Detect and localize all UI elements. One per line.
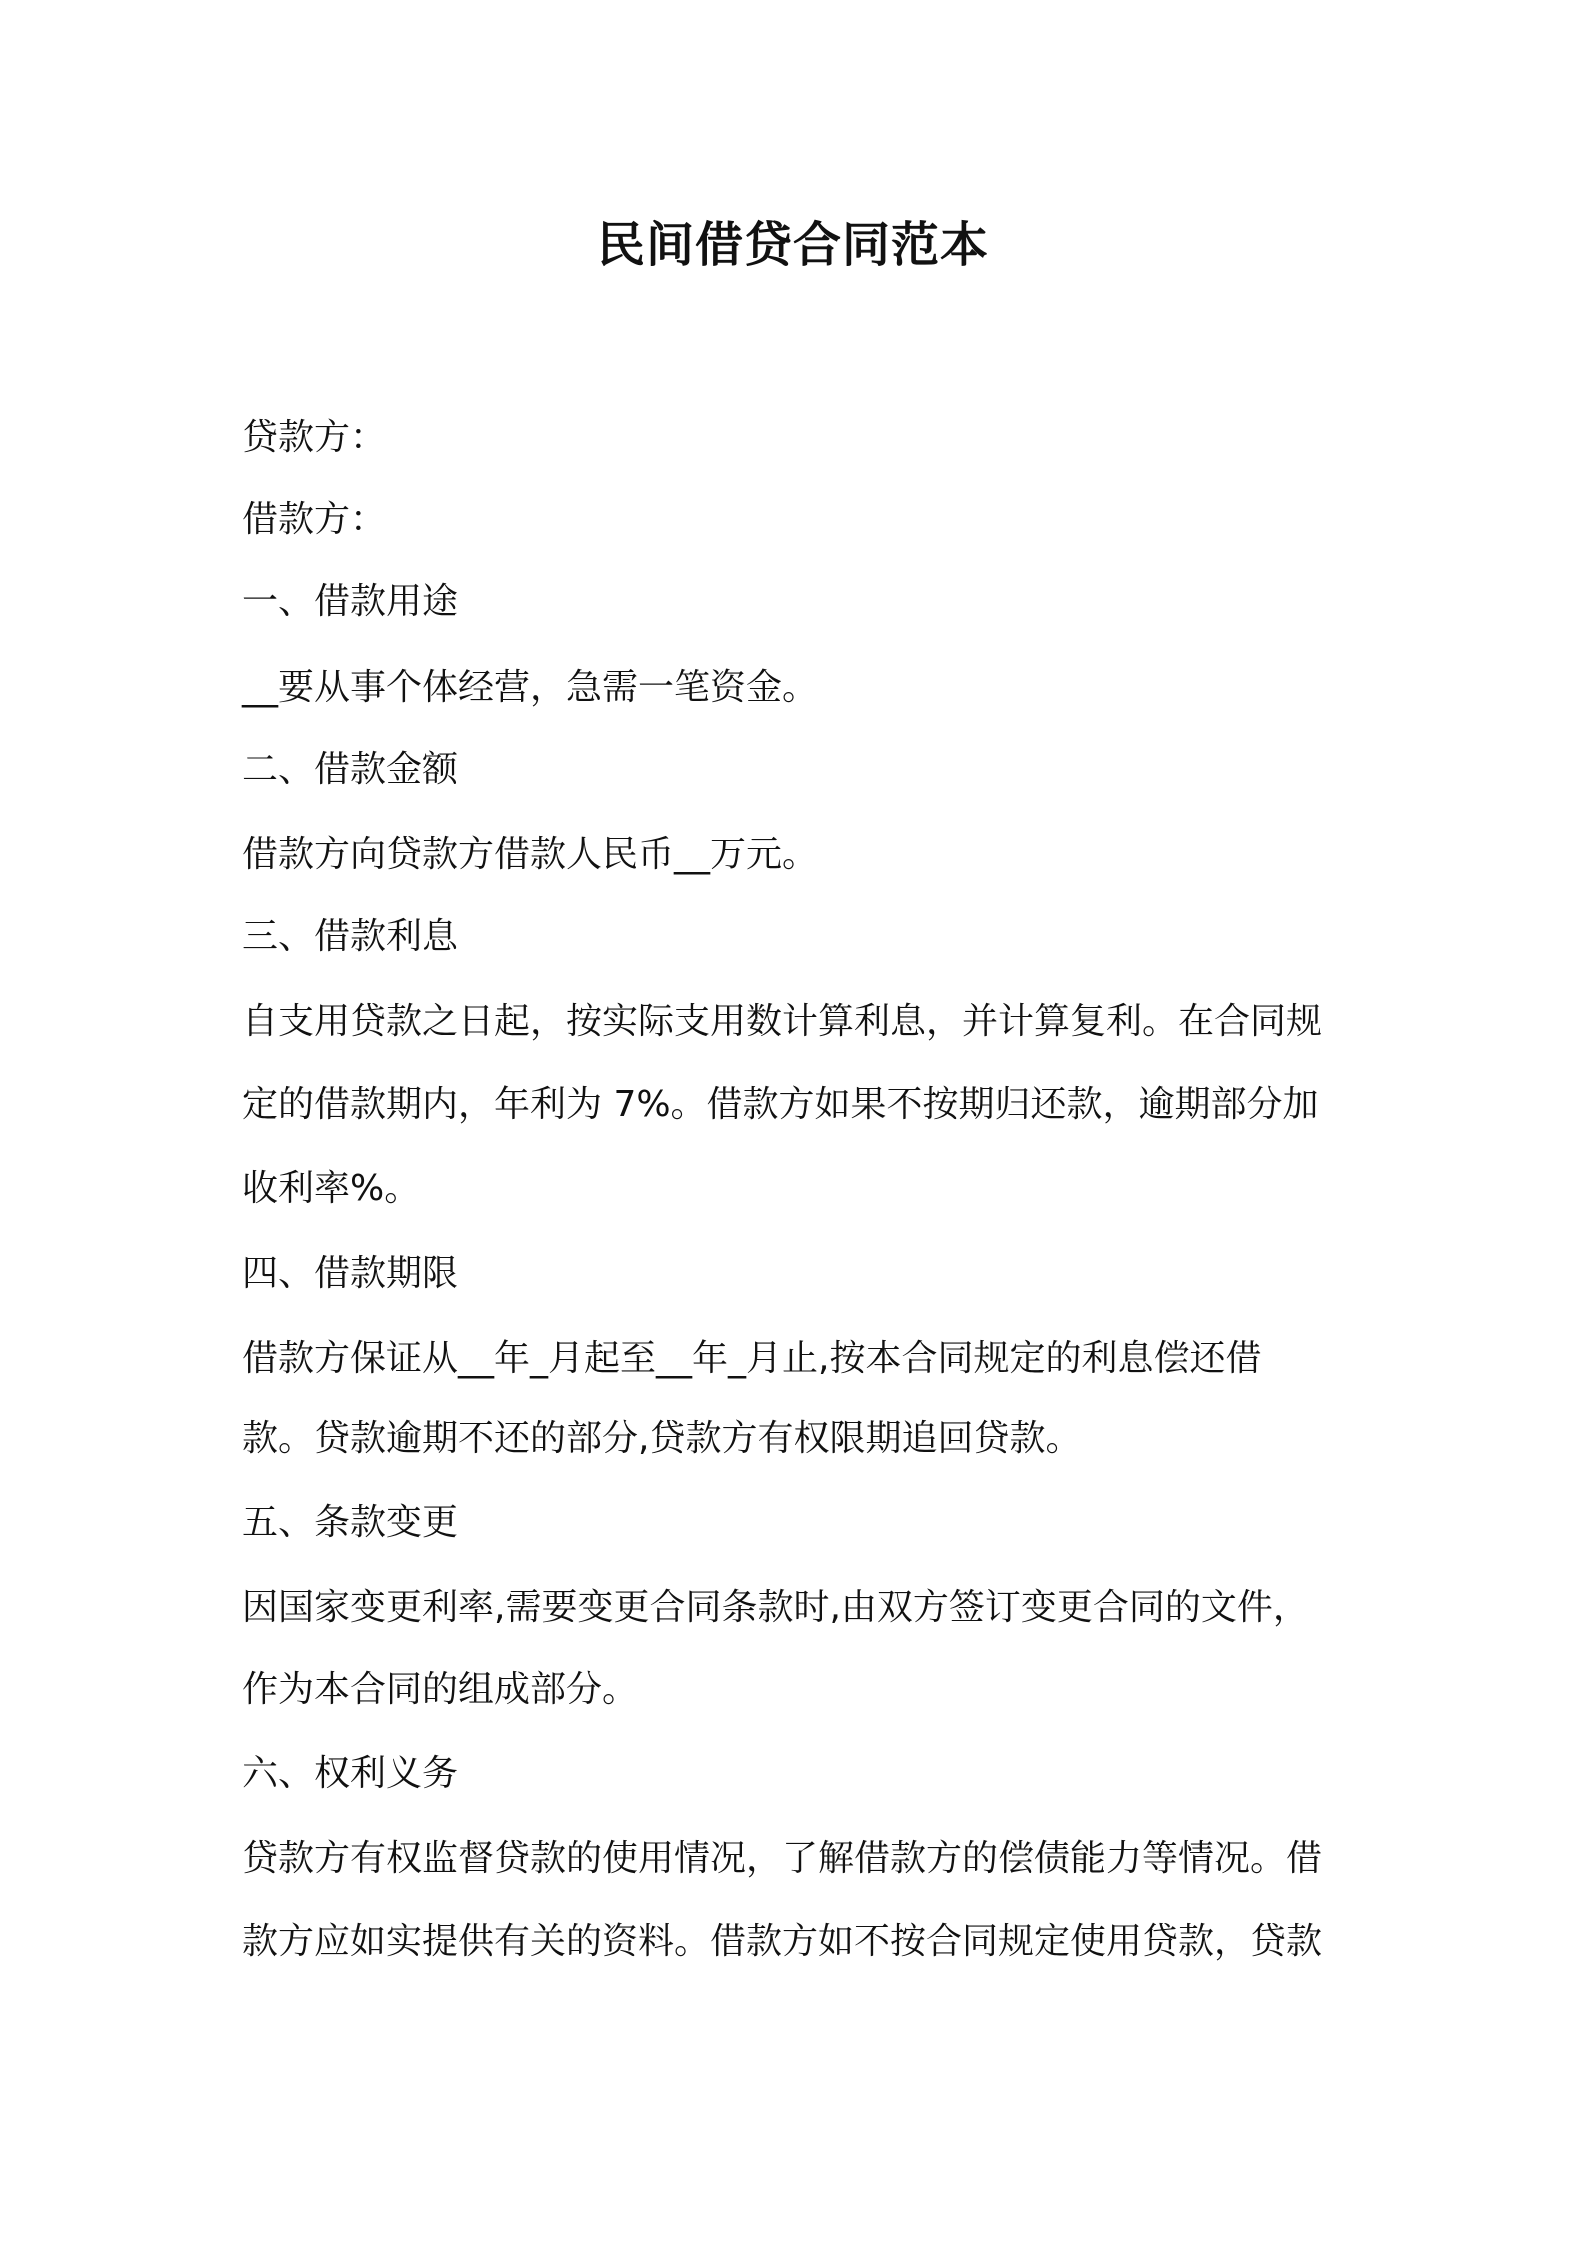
section-heading-term: 四、借款期限: [242, 1253, 459, 1294]
section-text-interest-line3: 收利率%。: [242, 1168, 421, 1209]
section-text-change-line2: 作为本合同的组成部分。: [242, 1669, 639, 1710]
section-heading-rights: 六、权利义务: [242, 1753, 459, 1794]
section-text-change-line1: 因国家变更利率,需要变更合同条款时,由双方签订变更合同的文件，: [242, 1587, 1309, 1628]
borrower-label: 借款方：: [242, 499, 387, 540]
section-text-amount: 借款方向贷款方借款人民币__万元。: [242, 834, 819, 875]
section-heading-purpose: 一、借款用途: [242, 581, 459, 622]
lender-label: 贷款方：: [242, 417, 387, 458]
section-text-rights-line2: 款方应如实提供有关的资料。借款方如不按合同规定使用贷款，贷款: [242, 1921, 1323, 1962]
section-text-interest-line1: 自支用贷款之日起，按实际支用数计算利息，并计算复利。在合同规: [242, 1001, 1323, 1042]
section-heading-change: 五、条款变更: [242, 1502, 459, 1543]
section-text-term-line1: 借款方保证从__年_月起至__年_月止,按本合同规定的利息偿还借: [242, 1338, 1262, 1379]
section-heading-interest: 三、借款利息: [242, 916, 459, 957]
section-text-term-line2: 款。贷款逾期不还的部分,贷款方有权限期追回贷款。: [242, 1418, 1082, 1459]
section-text-rights-line1: 贷款方有权监督贷款的使用情况，了解借款方的偿债能力等情况。借: [242, 1838, 1323, 1879]
section-text-purpose: __要从事个体经营，急需一笔资金。: [242, 667, 819, 708]
section-heading-amount: 二、借款金额: [242, 749, 459, 790]
section-text-interest-line2: 定的借款期内，年利为 7%。借款方如果不按期归还款，逾期部分加: [242, 1084, 1319, 1125]
document-title: 民间借贷合同范本: [596, 217, 989, 273]
